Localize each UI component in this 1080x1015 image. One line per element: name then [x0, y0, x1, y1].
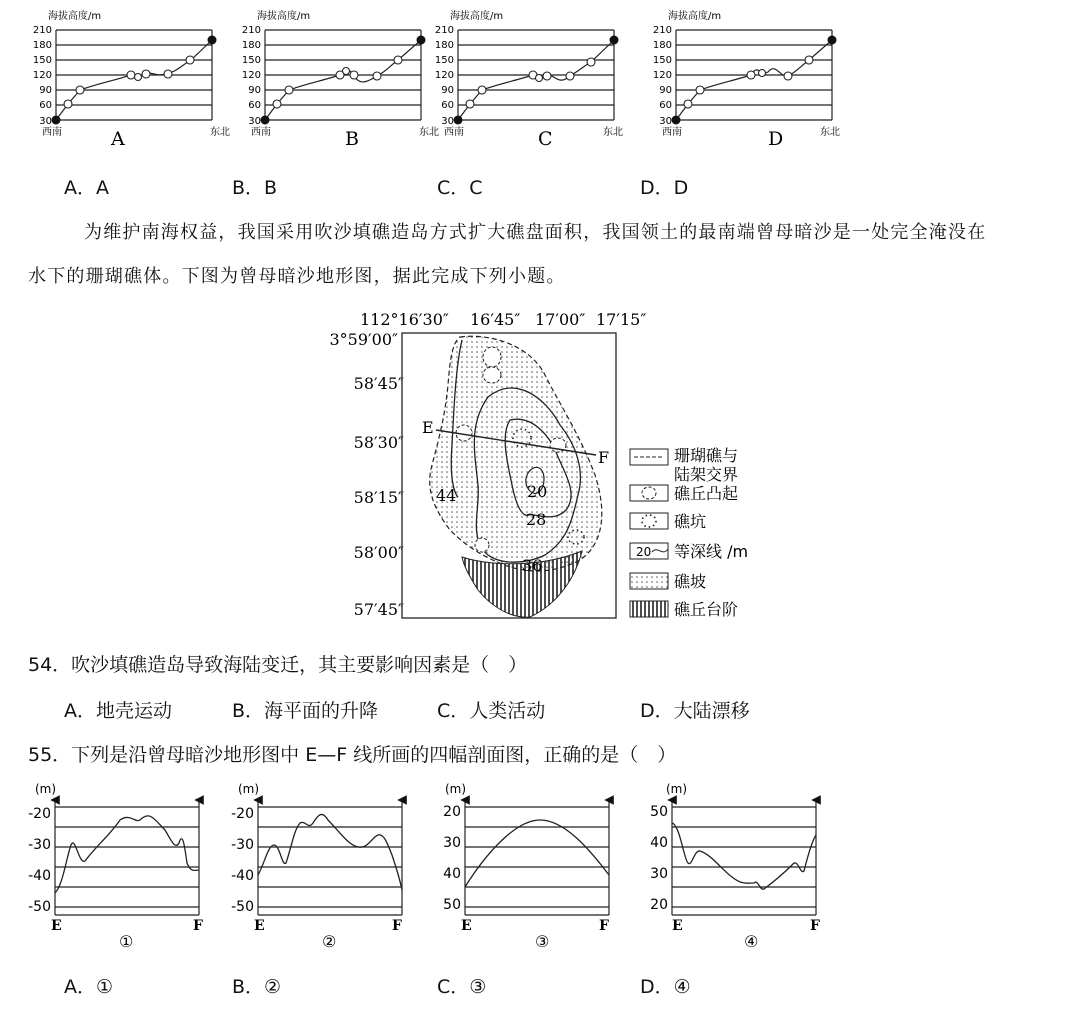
chart-letter-c: C: [538, 128, 553, 150]
profile-3: [443, 782, 609, 951]
svg-text:西南: 西南: [42, 127, 62, 138]
svg-text:30: 30: [39, 116, 52, 127]
lat-label-5: 58′00″: [353, 543, 404, 562]
svg-text:海拔高度/m: 海拔高度/m: [668, 11, 722, 22]
profile-mark-3: ③: [535, 932, 550, 951]
svg-text:210: 210: [241, 25, 261, 36]
contour-36: 36: [522, 556, 543, 575]
svg-text:F: F: [810, 918, 820, 934]
svg-text:20: 20: [443, 804, 461, 820]
q54-option-a: A．地壳运动: [64, 700, 172, 722]
svg-text:-20: -20: [28, 806, 51, 822]
lat-label-1: 3°59′00″: [329, 330, 398, 349]
contour-20: 20: [527, 482, 548, 501]
chart-letter-d: D: [768, 128, 784, 150]
elevation-chart-b: [242, 9, 439, 150]
q54-option-b: B．海平面的升降: [232, 700, 379, 722]
profile-charts: [0, 775, 1080, 960]
svg-text:(m): (m): [35, 782, 57, 796]
svg-text:E: E: [672, 918, 683, 934]
svg-text:海拔高度/m: 海拔高度/m: [257, 11, 311, 22]
elevation-chart-c: [435, 9, 623, 150]
svg-text:30: 30: [443, 835, 461, 851]
svg-text:180: 180: [241, 40, 261, 51]
chart-letter-b: B: [345, 128, 359, 150]
svg-text:海拔高度/m: 海拔高度/m: [450, 11, 504, 22]
legend-reef-boundary-1: 珊瑚礁与: [674, 446, 739, 465]
svg-text:-30: -30: [231, 837, 254, 853]
profile-4: [650, 782, 820, 951]
legend-contour: 等深线 /m: [674, 542, 749, 561]
q55-stem: 55．下列是沿曾母暗沙地形图中 E—F 线所画的四幅剖面图，正确的是（ ）: [28, 744, 677, 766]
svg-text:60: 60: [659, 100, 672, 111]
point-e: E: [422, 418, 434, 437]
legend-step: 礁丘台阶: [674, 600, 739, 619]
svg-text:180: 180: [32, 40, 52, 51]
map-legend: [630, 446, 748, 619]
svg-text:60: 60: [441, 100, 454, 111]
svg-text:150: 150: [434, 55, 454, 66]
legend-contour-value: 20: [636, 545, 652, 559]
svg-text:西南: 西南: [444, 127, 464, 138]
q53-option-d: D．D: [640, 177, 689, 199]
svg-text:30: 30: [248, 116, 261, 127]
profile-mark-2: ②: [322, 932, 337, 951]
svg-text:60: 60: [248, 100, 261, 111]
svg-text:120: 120: [241, 70, 261, 81]
svg-text:210: 210: [434, 25, 454, 36]
zengmu-ansha-map: [329, 305, 780, 625]
y-axis-title: 海拔高度/m: [48, 11, 102, 22]
svg-text:F: F: [193, 918, 203, 934]
passage-line-2: 水下的珊瑚礁体。下图为曾母暗沙地形图，据此完成下列小题。: [28, 266, 566, 287]
svg-text:西南: 西南: [251, 127, 271, 138]
svg-text:E: E: [254, 918, 265, 934]
lon-label-1: 112°16′30″: [360, 310, 449, 329]
profile-mark-1: ①: [119, 932, 134, 951]
svg-text:-40: -40: [231, 868, 254, 884]
profile-2: [231, 782, 402, 951]
profile-1: [28, 782, 203, 951]
elevation-chart-d: [653, 9, 840, 150]
q53-option-a: A．A: [64, 177, 109, 199]
svg-text:150: 150: [241, 55, 261, 66]
legend-mound: 礁丘凸起: [674, 484, 739, 503]
svg-text:东北: 东北: [820, 127, 840, 138]
svg-text:50: 50: [443, 897, 461, 913]
lat-label-3: 58′30″: [353, 433, 404, 452]
svg-text:90: 90: [39, 85, 52, 96]
svg-text:-20: -20: [231, 806, 254, 822]
q55-option-b: B．②: [232, 976, 282, 998]
svg-text:50: 50: [650, 804, 668, 820]
lon-label-4: 17′15″: [596, 310, 647, 329]
q54-option-d: D．大陆漂移: [640, 700, 750, 722]
q54-option-c: C．人类活动: [437, 700, 546, 722]
q55-option-a: A．①: [64, 976, 114, 998]
q55-option-d: D．④: [640, 976, 691, 998]
q55-option-c: C．③: [437, 976, 487, 998]
svg-text:东北: 东北: [603, 127, 623, 138]
svg-text:-30: -30: [28, 837, 51, 853]
elevation-chart-a: [33, 9, 230, 150]
svg-text:210: 210: [32, 25, 52, 36]
q53-option-c: C．C: [437, 177, 483, 199]
svg-text:30: 30: [650, 866, 668, 882]
q53-option-b: B．B: [232, 177, 278, 199]
passage-line-1: 为维护南海权益，我国采用吹沙填礁造岛方式扩大礁盘面积，我国领土的最南端曾母暗沙是一处完全淹没在: [84, 222, 987, 243]
contour-28: 28: [526, 510, 547, 529]
svg-text:120: 120: [32, 70, 52, 81]
svg-text:180: 180: [652, 40, 672, 51]
svg-text:150: 150: [652, 55, 672, 66]
legend-pit: 礁坑: [674, 512, 707, 531]
legend-slope: 礁坡: [674, 572, 707, 591]
svg-text:150: 150: [32, 55, 52, 66]
svg-text:-40: -40: [28, 868, 51, 884]
lat-label-4: 58′15″: [353, 488, 404, 507]
lat-label-2: 58′45″: [353, 374, 404, 393]
svg-text:F: F: [392, 918, 402, 934]
svg-text:(m): (m): [238, 782, 260, 796]
svg-text:30: 30: [659, 116, 672, 127]
svg-text:30: 30: [441, 116, 454, 127]
svg-text:20: 20: [650, 897, 668, 913]
lon-label-2: 16′45″: [470, 310, 521, 329]
svg-text:东北: 东北: [419, 127, 439, 138]
lat-label-6: 57′45″: [353, 600, 404, 619]
legend-reef-boundary-2: 陆架交界: [674, 465, 739, 484]
svg-text:-50: -50: [28, 899, 51, 915]
svg-text:90: 90: [248, 85, 261, 96]
svg-text:-50: -50: [231, 899, 254, 915]
svg-text:E: E: [51, 918, 62, 934]
svg-text:40: 40: [650, 835, 668, 851]
chart-letter-a: A: [111, 128, 125, 150]
svg-text:120: 120: [434, 70, 454, 81]
point-f: F: [598, 448, 610, 467]
svg-text:40: 40: [443, 866, 461, 882]
svg-text:180: 180: [434, 40, 454, 51]
svg-text:E: E: [461, 918, 472, 934]
lon-label-3: 17′00″: [535, 310, 586, 329]
svg-text:90: 90: [659, 85, 672, 96]
svg-text:60: 60: [39, 100, 52, 111]
svg-text:F: F: [599, 918, 609, 934]
elevation-charts: [0, 0, 1080, 160]
svg-text:西南: 西南: [662, 127, 682, 138]
svg-text:210: 210: [652, 25, 672, 36]
svg-text:东北: 东北: [210, 127, 230, 138]
profile-mark-4: ④: [744, 932, 759, 951]
svg-text:120: 120: [652, 70, 672, 81]
q54-stem: 54．吹沙填礁造岛导致海陆变迁，其主要影响因素是（ ）: [28, 654, 528, 676]
svg-text:(m): (m): [445, 782, 467, 796]
svg-text:90: 90: [441, 85, 454, 96]
svg-text:(m): (m): [666, 782, 688, 796]
contour-44: 44: [436, 486, 457, 505]
